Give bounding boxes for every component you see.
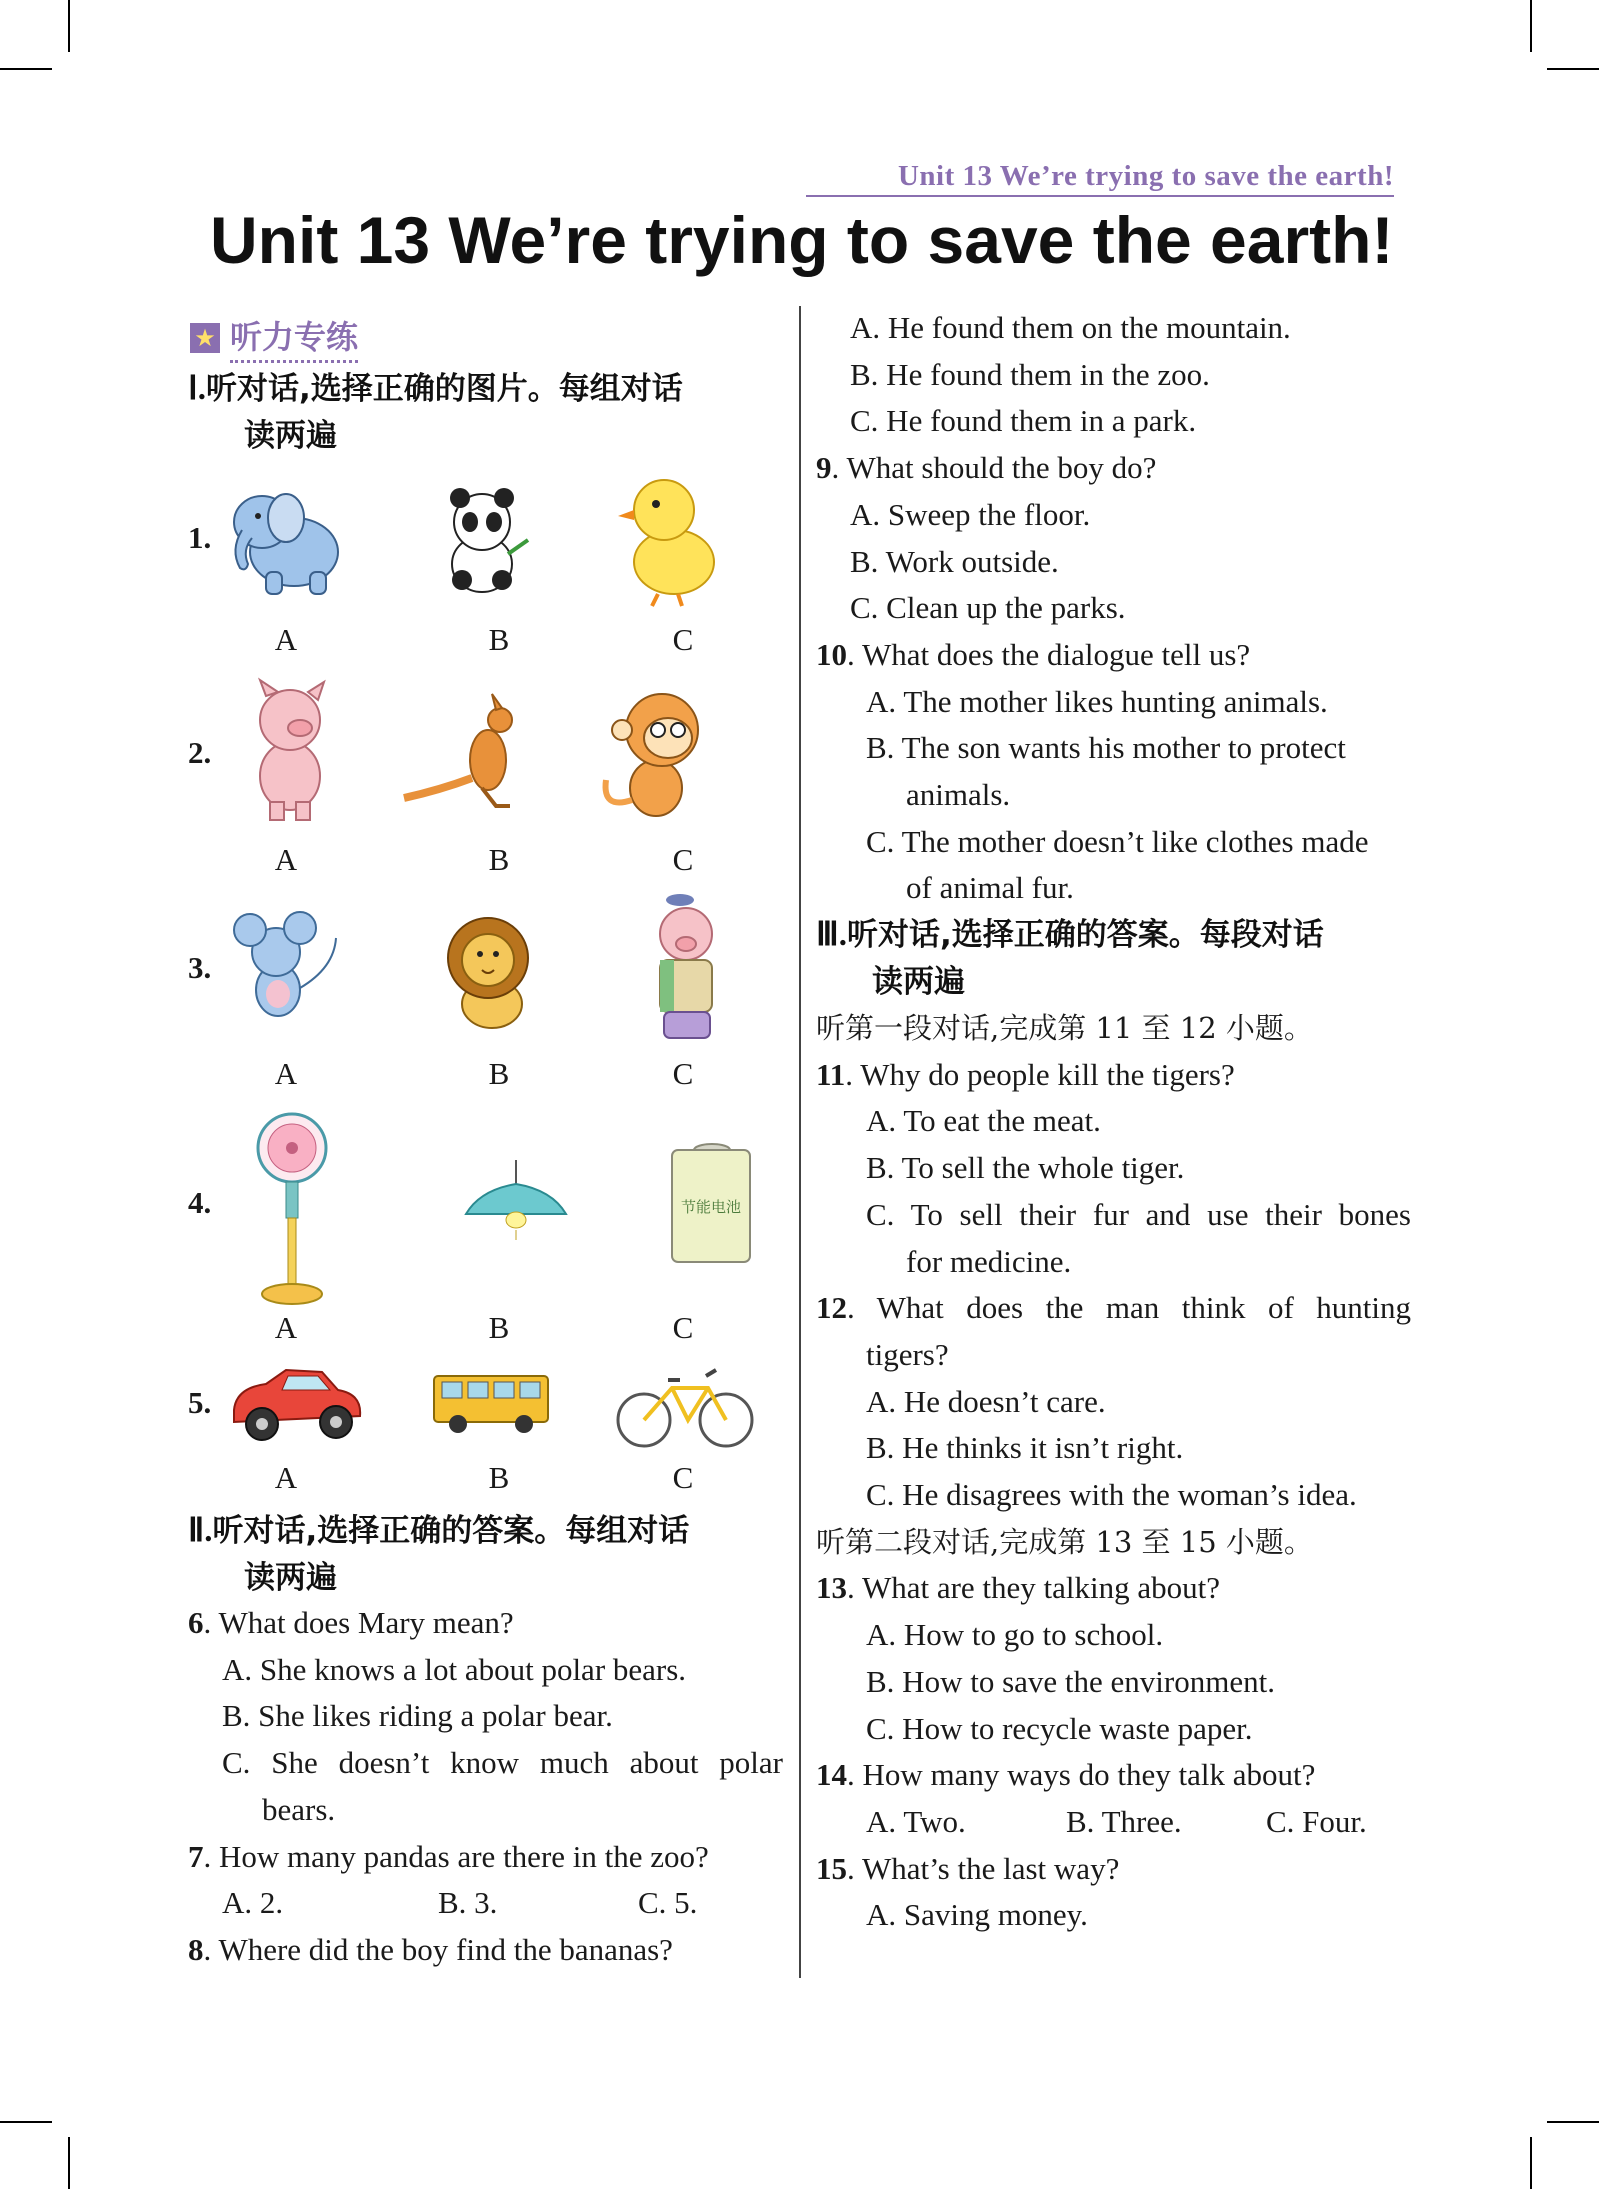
page-title: Unit 13 We’re trying to save the earth!	[210, 203, 1394, 277]
option: A. He found them on the mountain.	[850, 310, 1291, 345]
crop-mark	[0, 68, 52, 70]
option: B. She likes riding a polar bear.	[222, 1698, 613, 1734]
option-letter: A	[274, 842, 298, 877]
question-8: 8. Where did the boy find the bananas?	[188, 1931, 673, 1967]
option: A. To eat the meat.	[866, 1103, 1101, 1139]
section-3-heading	[816, 912, 1411, 1005]
section-2-heading	[188, 1508, 783, 1601]
option: C. The mother doesn’t like clothes made	[866, 823, 1369, 859]
option-letter: A	[274, 1056, 298, 1091]
option: A. She knows a lot about polar bears.	[222, 1651, 687, 1687]
row-number: 1.	[188, 520, 212, 555]
elephant-picture	[222, 480, 350, 600]
option-letter: A	[274, 1310, 298, 1345]
option-letter: C	[672, 842, 694, 877]
badge-label: 听力专练	[230, 312, 358, 363]
section-1-numeral: Ⅰ.	[188, 371, 206, 407]
option-letter: A	[274, 1460, 298, 1495]
row-number: 2.	[188, 735, 212, 770]
option: C. She doesn’t know much about polar	[222, 1745, 783, 1781]
option: B. He found them in the zoo.	[850, 356, 1210, 392]
question-10: 10. What does the dialogue tell us?	[816, 636, 1251, 672]
electric-fan-picture	[250, 1110, 332, 1306]
question-11: 11. Why do people kill the tigers?	[816, 1056, 1235, 1092]
left-column-questions	[188, 1600, 783, 1974]
question-14: 14. How many ways do they talk about?	[816, 1757, 1316, 1793]
option-letter: B	[488, 1460, 510, 1495]
option: C. How to recycle waste paper.	[866, 1710, 1253, 1746]
option-letter: C	[672, 1310, 694, 1345]
question-15: 15. What’s the last way?	[816, 1850, 1120, 1886]
ceiling-lamp-picture	[460, 1160, 572, 1242]
lion-picture	[436, 912, 544, 1032]
question-continuation: tigers?	[866, 1336, 949, 1372]
section-1-heading	[188, 366, 783, 459]
option: A. The mother likes hunting animals.	[866, 683, 1328, 719]
right-column-questions	[816, 305, 1411, 912]
running-header-rule	[806, 195, 1394, 197]
option: B. To sell the whole tiger.	[866, 1150, 1185, 1186]
option: A. How to go to school.	[866, 1617, 1164, 1653]
section-2-instruction-1: 听对话,选择正确的答案。每组对话	[212, 1513, 690, 1549]
option: B. How to save the environment.	[866, 1663, 1275, 1699]
row-number: 3.	[188, 950, 212, 985]
pig-with-hat-picture	[646, 894, 728, 1044]
option: C. To sell their fur and use their bones	[866, 1196, 1411, 1232]
section-3-numeral: Ⅲ.	[816, 917, 848, 953]
right-column-section-3	[816, 1005, 1411, 1939]
section-2-numeral: Ⅱ.	[188, 1513, 213, 1549]
option-letter: A	[274, 622, 298, 657]
crop-mark	[1547, 68, 1599, 70]
option: A. Sweep the floor.	[850, 496, 1091, 532]
option-continuation: animals.	[906, 777, 1011, 813]
column-divider	[799, 306, 801, 1978]
star-icon: ★	[190, 323, 220, 353]
question-13: 13. What are they talking about?	[816, 1570, 1221, 1606]
option-letter: B	[488, 842, 510, 877]
red-car-picture	[226, 1360, 366, 1448]
option: B. He thinks it isn’t right.	[866, 1430, 1184, 1466]
dialogue-1-intro: 听第一段对话,完成第 11 至 12 小题。	[816, 1011, 1313, 1045]
option-row: A. 2. B. 3. C. 5.	[222, 1885, 698, 1921]
section-3-instruction-2: 读两遍	[872, 963, 965, 1000]
section-1-instruction-1: 听对话,选择正确的图片。每组对话	[205, 371, 683, 407]
mouse-picture	[224, 908, 342, 1030]
section-1-instruction-2: 读两遍	[244, 417, 337, 454]
row-number: 4.	[188, 1185, 212, 1220]
option-letter: B	[488, 622, 510, 657]
option-letter: C	[672, 1056, 694, 1091]
crop-mark	[0, 2121, 52, 2123]
option-letter: C	[672, 622, 694, 657]
option: B. Work outside.	[850, 543, 1059, 579]
option: C. Clean up the parks.	[850, 590, 1126, 626]
dialogue-2-intro: 听第二段对话,完成第 13 至 15 小题。	[816, 1524, 1313, 1559]
option-letter: B	[488, 1056, 510, 1091]
question-7: 7. How many pandas are there in the zoo?	[188, 1838, 709, 1874]
pig-picture	[238, 676, 342, 822]
option: A. He doesn’t care.	[866, 1383, 1106, 1419]
crop-mark	[68, 2137, 70, 2189]
section-3-instruction-1: 听对话,选择正确的答案。每段对话	[847, 917, 1324, 953]
option: B. The son wants his mother to protect	[866, 730, 1346, 766]
crop-mark	[1530, 0, 1532, 52]
crop-mark	[1547, 2121, 1599, 2123]
option: C. He found them in a park.	[850, 403, 1197, 439]
battery-label: 节能电池	[680, 1198, 742, 1216]
option: A. Saving money.	[866, 1897, 1088, 1933]
question-6: 6. What does Mary mean?	[188, 1605, 514, 1640]
crop-mark	[1530, 2137, 1532, 2189]
battery-picture	[668, 1136, 754, 1270]
chick-picture	[612, 466, 724, 608]
option-letter: B	[488, 1310, 510, 1345]
crop-mark	[68, 0, 70, 52]
question-12: 12. What does the man think of hunting	[816, 1290, 1411, 1326]
option: C. He disagrees with the woman’s idea.	[866, 1477, 1357, 1513]
kangaroo-picture	[400, 690, 530, 810]
monkey-picture	[592, 680, 722, 826]
option-row: A. Two. B. Three. C. Four.	[866, 1803, 1367, 1839]
option-continuation: of animal fur.	[906, 870, 1074, 906]
running-header: Unit 13 We’re trying to save the earth!	[897, 160, 1394, 192]
question-9: 9. What should the boy do?	[816, 450, 1157, 486]
row-number: 5.	[188, 1385, 212, 1420]
option-continuation: bears.	[262, 1791, 336, 1827]
option-letter: C	[672, 1460, 694, 1495]
panda-picture	[432, 484, 532, 596]
bus-picture	[430, 1372, 552, 1436]
option-continuation: for medicine.	[906, 1243, 1072, 1279]
listening-badge	[190, 312, 358, 363]
bicycle-picture	[616, 1358, 754, 1452]
section-2-instruction-2: 读两遍	[244, 1559, 337, 1596]
